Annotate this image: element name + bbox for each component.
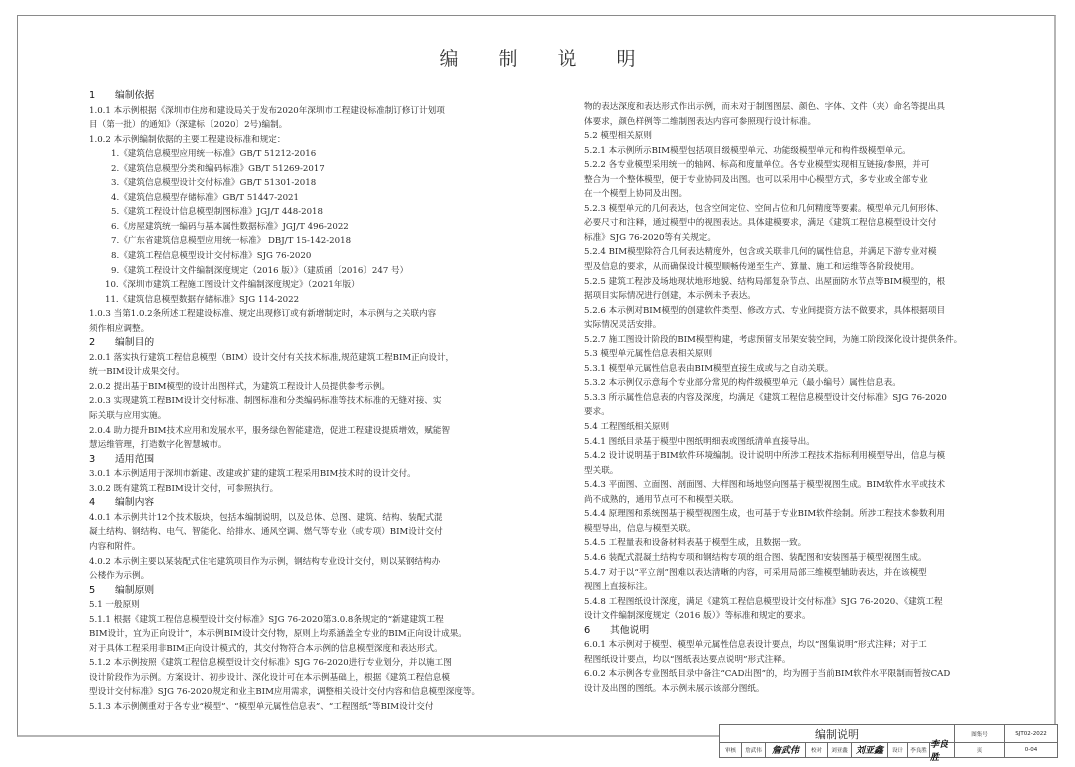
paragraph-line: 5.2.2 各专业模型采用统一的轴网、标高和度量单位。各专业模型实现相互链接/参照，并可 (584, 160, 930, 171)
paragraph-line: 5.2.7 施工图设计阶段的BIM模型构建，考虑预留支吊架安装空间，为施工阶段深化设计提供条件。 (584, 334, 963, 345)
section-number: 4 (89, 497, 96, 509)
section-heading (89, 336, 529, 351)
standard-list-item: 11.《建筑信息模型数据存储标准》SJG 114-2022 (105, 294, 300, 305)
paragraph-line: 5.1.1 根据《建筑工程信息模型设计交付标准》SJG 76-2020第3.0.8条规定的“新建建筑工程 (89, 614, 444, 625)
section-title: 编制依据 (115, 90, 155, 101)
paragraph-line: 2.0.3 实现建筑工程BIM设计交付标准、制图标准和分类编码标准等技术标准的无缝对接、实 (89, 396, 442, 407)
paragraph-line: 5.1 一般原则 (89, 600, 140, 611)
title-block-row-bottom (720, 739, 1057, 763)
paragraph-line: 实际情况灵活安排。 (584, 320, 662, 331)
section-title: 编制原则 (115, 584, 155, 596)
paragraph-line: 5.4.3 平面图、立面图、剖面图、大样图和场地竖向图基于模型视图生成。BIM软件水平或技术 (584, 480, 946, 491)
section-title: 适用范围 (115, 453, 155, 465)
reviewer-name: 詹武伟 (742, 742, 766, 757)
paragraph-line: 5.2.4 BIM模型除符合几何表达精度外，包含或关联非几何的属性信息，并满足下游专业对模 (584, 247, 937, 258)
paragraph-line: 要求。 (584, 407, 610, 418)
paragraph-line: 5.2.5 建筑工程涉及场地现状地形地貌、结构局部复杂节点、出屋面防水节点等BIM模型的，根 (584, 276, 946, 287)
section-number: 3 (89, 453, 96, 465)
section-heading (89, 453, 529, 468)
page-title: 编 制 说 明 (439, 48, 653, 70)
standard-list-item: 4.《建筑信息模型存储标准》GB/T 51447-2021 (111, 192, 299, 203)
design-label: 设计 (888, 742, 908, 757)
paragraph-line: 2.0.4 助力提升BIM技术应用和发展水平，服务绿色智能建造，促进工程建设提质增效，赋能智 (89, 425, 451, 436)
section-number: 2 (89, 337, 96, 349)
checker-name: 刘亚鑫 (828, 742, 852, 757)
paragraph-line: 5.3.1 模型单元属性信息表由BIM模型直接生成或与之自动关联。 (584, 363, 834, 374)
paragraph-line: 1.0.2 本示例编制依据的主要工程建设标准和规定： (89, 134, 286, 145)
paragraph-line: 5.4.2 设计说明基于BIM软件环境编制。设计说明中所涉工程技术指标利用模型导出，信息与模 (584, 451, 946, 462)
section-heading (584, 624, 1024, 639)
review-label: 审核 (720, 742, 742, 757)
paragraph-line: BIM设计，宜为正向设计”，本示例BIM设计交付物，原则上均系涵盖全专业的BIM正向设计成果。 (89, 629, 467, 640)
paragraph-line: 须作相应调整。 (89, 323, 150, 334)
paragraph-line: 公楼作为示例。 (89, 571, 150, 582)
paragraph-line: 5.2.1 本示例所示BIM模型包括项目级模型单元、功能级模型单元和构件级模型单元。 (584, 145, 911, 156)
paragraph-line: 在一个模型上协同及出图。 (584, 189, 688, 200)
paragraph-line: 6.0.1 本示例对于模型、模型单元属性信息表设计要点，均以“图集说明”形式注释；对于工 (584, 640, 927, 651)
standard-list-item: 2.《建筑信息模型分类和编码标准》GB/T 51269-2017 (111, 163, 325, 174)
checker-signature: 刘亚鑫 (852, 742, 888, 757)
section-number: 6 (584, 624, 591, 636)
paragraph-line: 物的表达深度和表达形式作出示例，而未对于制图图层、颜色、字体、文件（夹）命名等提出具 (584, 102, 945, 112)
paragraph-line: 设计文件编制深度规定（2016 版）》等标准和规定的要求。 (584, 611, 811, 622)
paragraph-line: 5.2 模型相关原则 (584, 131, 652, 142)
section-number: 1 (89, 90, 96, 101)
paragraph-line: 5.4.5 工程量表和设备材料表基于模型生成，且数据一致。 (584, 538, 807, 549)
designer-signature: 李良胜 (930, 742, 955, 757)
paragraph-line: 1.0.3 当第1.0.2条所述工程建设标准、规定出现修订或有新增制定时，本示例与之关联内容 (89, 309, 437, 320)
paragraph-line: 2.0.2 提出基于BIM模型的设计出图样式，为建筑工程设计人员提供参考示例。 (89, 381, 390, 392)
left-column (89, 89, 529, 715)
paragraph-line: 5.2.6 本示例对BIM模型的创建软件类型、修改方式、专业间提资方法不做要求，具体根据项目 (584, 305, 946, 316)
paragraph-line: 设计阶段作为示例。方案设计、初步设计、深化设计可在本示例基础上，根据《建筑工程信息模 (89, 672, 450, 683)
paragraph-line: 5.2.3 模型单元的几何表达，包含空间定位、空间占位和几何精度等要素。模型单元几何形体、 (584, 203, 944, 214)
standard-list-item: 1.《建筑信息模型应用统一标准》GB/T 51212-2016 (111, 149, 317, 160)
section-title: 编制目的 (115, 337, 155, 349)
paragraph-line: 3.0.1 本示例适用于深圳市新建、改建或扩建的建筑工程采用BIM技术时的设计交付。 (89, 469, 416, 480)
page-label: 页 (955, 742, 1005, 757)
paragraph-line: 标准》SJG 76-2020等有关规定。 (584, 232, 716, 243)
paragraph-line: 程图纸设计要点，均以“图纸表达要点说明”形式注释。 (584, 654, 791, 665)
atlas-no-label: 图集号 (955, 725, 1005, 742)
paragraph-line: 5.3.3 所示属性信息表的内容及深度，均满足《建筑工程信息模型设计交付标准》SJG 76-2020 (584, 392, 947, 403)
paragraph-line: 型及信息的要求，从而确保设计模型顺畅传递至生产、算量、施工和运维等各阶段使用。 (584, 262, 920, 273)
paragraph-line: 对于具体工程采用非BIM正向设计模式的，其交付物符合本示例的信息模型深度和表达形式。 (89, 643, 443, 654)
section-title: 编制内容 (115, 497, 155, 509)
paragraph-line: 统一BIM设计成果交付。 (89, 367, 185, 378)
paragraph-line: 必要尺寸和注释，通过模型中的视图表达。具体建模要求，满足《建筑工程信息模型设计交付 (584, 218, 937, 229)
paragraph-line: 内容和附件。 (89, 541, 141, 552)
section-heading (89, 584, 529, 599)
reviewer-signature: 詹武伟 (766, 742, 806, 757)
paragraph-line: 体要求，颜色样例等二维制图表达内容可参照现行设计标准。 (584, 116, 817, 127)
paragraph-line: 5.1.2 本示例按照《建筑工程信息模型设计交付标准》SJG 76-2020进行专业划分，并以施工图 (89, 658, 452, 669)
atlas-no: SJT02-2022 (1015, 730, 1047, 737)
paragraph-line: 5.1.3 本示例侧重对于各专业“模型”、“模型单元属性信息表”、“工程图纸”等BIM设计交付 (89, 701, 434, 712)
title-block-row-top (720, 725, 1057, 743)
sheet-title: 编制说明 (720, 725, 955, 742)
standard-list-item: 10.《深圳市建筑工程施工图设计文件编制深度规定》（2021年版） (105, 280, 360, 291)
paragraph-line: 6.0.2 本示例各专业图纸目录中备注“CAD出图”的，均为囿于当前BIM软件水平限制而暂按CAD (584, 669, 951, 680)
section-heading (89, 89, 529, 104)
paragraph-line: 慧运维管理，打造数字化智慧城市。 (89, 440, 227, 451)
paragraph-line: 凝土结构、钢结构、电气、智能化、给排水、通风空调、燃气等专业（或专项）BIM设计交付 (89, 527, 443, 538)
section-number: 5 (89, 584, 96, 596)
section-title: 其他说明 (610, 624, 650, 636)
paragraph-line: 尚不成熟的，通用节点可不和模型关联。 (584, 494, 739, 505)
paragraph-line: 据项目实际情况进行创建，本示例未予表达。 (584, 291, 756, 302)
paragraph-line: 1.0.1 本示例根据《深圳市住房和建设局关于发布2020年深圳市工程建设标准制订修订计划项 (89, 105, 445, 116)
paragraph-line: 2.0.1 落实执行建筑工程信息模型（BIM）设计交付有关技术标准,规范建筑工程BIM正向设计， (89, 352, 455, 363)
standard-list-item: 5.《建筑工程设计信息模型制图标准》JGJ/T 448-2018 (111, 207, 323, 218)
page-no: 0-04 (1024, 746, 1038, 753)
paragraph-line: 模型导出，信息与模型关联。 (584, 523, 696, 534)
paragraph-line: 5.3 模型单元属性信息表相关原则 (584, 349, 713, 360)
standard-list-item: 3.《建筑信息模型设计交付标准》GB/T 51301-2018 (111, 178, 317, 189)
paragraph-line: 型关联。 (584, 465, 619, 476)
paragraph-line: 3.0.2 既有建筑工程BIM设计交付，可参照执行。 (89, 483, 279, 494)
paragraph-line: 4.0.2 本示例主要以某装配式住宅建筑项目作为示例，钢结构专业设计交付，则以某钢结构办 (89, 556, 441, 567)
paragraph-line: 5.4 工程图纸相关原则 (584, 422, 670, 433)
paragraph-line: 视图上直接标注。 (584, 582, 653, 593)
standard-list-item: 7.《广东省建筑信息模型应用统一标准》 DBJ/T 15-142-2018 (111, 236, 352, 247)
paragraph-line: 5.4.8 工程图纸设计深度，满足《建筑工程信息模型设计交付标准》SJG 76-2020、《建筑工程 (584, 596, 943, 607)
paragraph-line: 5.4.6 装配式混凝土结构专项和钢结构专项的组合图、装配图和安装图基于模型视图生成。 (584, 552, 927, 563)
paragraph-line: 4.0.1 本示例共计12个技术版块，包括本编制说明，以及总体、总图、建筑、结构、装配式混 (89, 512, 443, 523)
paragraph-line: 5.4.4 原理图和系统图基于模型视图生成，也可基于专业BIM软件绘制。所涉工程技术参数利用 (584, 509, 946, 520)
check-label: 校对 (806, 742, 828, 757)
designer-name: 李良胜 (908, 742, 930, 757)
paragraph-line: 设计及出图的图纸。本示例未展示该部分图纸。 (584, 683, 765, 694)
title-block (719, 724, 1058, 763)
standard-list-item: 6.《房屋建筑统一编码与基本属性数据标准》JGJ/T 496-2022 (111, 221, 349, 232)
paragraph-line: 目（第一批）的通知》（深建标〔2020〕2号)编制。 (89, 120, 288, 131)
standard-list-item: 8.《建筑工程信息模型设计交付标准》SJG 76-2020 (111, 251, 312, 262)
paragraph-line: 整合为一个整体模型，便于专业协同及出图。也可以采用中心模型方式，多专业或全部专业 (584, 174, 928, 185)
paragraph-line: 型设计交付标准》SJG 76-2020规定和业主BIM应用需求，调整相关设计交付内容和信息模型深度等。 (89, 687, 481, 698)
paragraph-line: 5.4.7 对于以“平立剖”图难以表达清晰的内容，可采用局部三维模型辅助表达，并在该模型 (584, 567, 927, 578)
paragraph-line: 际关联与应用实施。 (89, 411, 167, 422)
section-heading (89, 496, 529, 511)
paragraph-line: 5.3.2 本示例仅示意每个专业部分常见的构件级模型单元（最小编号）属性信息表。 (584, 378, 901, 389)
paragraph-line: 5.4.1 图纸目录基于模型中图纸明细表或图纸清单直接导出。 (584, 436, 815, 447)
standard-list-item: 9.《建筑工程设计文件编制深度规定（2016 版）》（建质函〔2016〕247 号） (111, 265, 409, 276)
right-column (584, 100, 1024, 696)
